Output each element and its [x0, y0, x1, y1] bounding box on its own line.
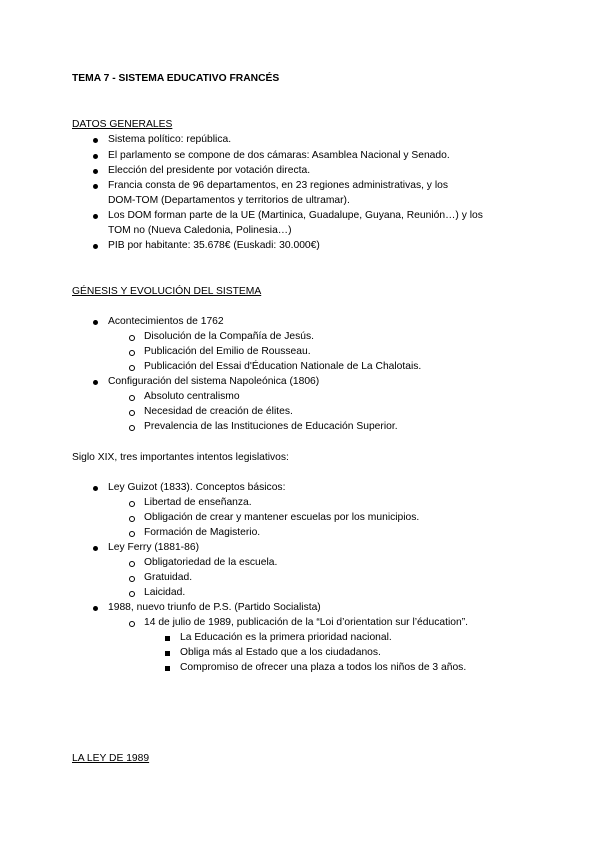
bullet-disc [93, 184, 98, 189]
bullet-circle [129, 350, 135, 356]
sub-list-item: Disolución de la Compañía de Jesús. [144, 331, 314, 342]
bullet-square [165, 636, 170, 641]
list-item: Sistema político: república. [108, 134, 232, 145]
bullet-circle [129, 410, 135, 416]
bullet-disc [93, 486, 98, 491]
list-item: Configuración del sistema Napoleónica (1806) [108, 376, 320, 387]
section-heading-genesis: GÉNESIS Y EVOLUCIÓN DEL SISTEMA [72, 286, 262, 297]
paragraph: Siglo XIX, tres importantes intentos legislativos: [72, 452, 289, 463]
bullet-disc [93, 214, 98, 219]
sub-list-item: Publicación del Emilio de Rousseau. [144, 346, 311, 357]
bullet-disc [93, 244, 98, 249]
page-title: TEMA 7 - SISTEMA EDUCATIVO FRANCÉS [72, 73, 280, 84]
bullet-square [165, 651, 170, 656]
bullet-circle [129, 576, 135, 582]
sub-list-item: Obligación de crear y mantener escuelas por los municipios. [144, 512, 420, 523]
bullet-disc [93, 546, 98, 551]
sub-list-item: Libertad de enseñanza. [144, 497, 252, 508]
bullet-circle [129, 591, 135, 597]
sub-list-item: Laicidad. [144, 587, 186, 598]
bullet-disc [93, 169, 98, 174]
list-item: Elección del presidente por votación directa. [108, 165, 311, 176]
sub-list-item: Publicación del Essai d'Éducation Nationale de La Chalotais. [144, 361, 422, 372]
section-heading-datos-generales: DATOS GENERALES [72, 119, 173, 130]
bullet-circle [129, 335, 135, 341]
bullet-circle [129, 365, 135, 371]
bullet-square [165, 666, 170, 671]
bullet-circle [129, 621, 135, 627]
list-item: 1988, nuevo triunfo de P.S. (Partido Socialista) [108, 602, 321, 613]
list-item: PIB por habitante: 35.678€ (Euskadi: 30.000€) [108, 240, 320, 251]
list-item: Los DOM forman parte de la UE (Martinica, Guadalupe, Guyana, Reunión…) y los [108, 210, 483, 221]
list-item: El parlamento se compone de dos cámaras: Asamblea Nacional y Senado. [108, 150, 450, 161]
sub-list-item: Formación de Magisterio. [144, 527, 261, 538]
bullet-disc [93, 380, 98, 385]
bullet-circle [129, 516, 135, 522]
list-item: Acontecimientos de 1762 [108, 316, 224, 327]
section-heading-ley-1989: LA LEY DE 1989 [72, 753, 150, 764]
bullet-disc [93, 138, 98, 143]
bullet-disc [93, 606, 98, 611]
list-item: Francia consta de 96 departamentos, en 23 regiones administrativas, y los [108, 180, 448, 191]
sub-list-item: Obligatoriedad de la escuela. [144, 557, 278, 568]
sub-sub-list-item: Compromiso de ofrecer una plaza a todos los niños de 3 años. [180, 662, 467, 673]
sub-list-item: Gratuidad. [144, 572, 193, 583]
bullet-disc [93, 320, 98, 325]
bullet-circle [129, 501, 135, 507]
list-item-continuation: TOM no (Nueva Caledonia, Polinesia…) [108, 225, 292, 236]
bullet-disc [93, 154, 98, 159]
sub-sub-list-item: Obliga más al Estado que a los ciudadanos. [180, 647, 381, 658]
list-item-continuation: DOM-TOM (Departamentos y territorios de ultramar). [108, 195, 350, 206]
bullet-circle [129, 531, 135, 537]
list-item: Ley Guizot (1833). Conceptos básicos: [108, 482, 286, 493]
sub-sub-list-item: La Educación es la primera prioridad nacional. [180, 632, 392, 643]
list-item: Ley Ferry (1881-86) [108, 542, 199, 553]
sub-list-item: Absoluto centralismo [144, 391, 240, 402]
sub-list-item: Necesidad de creación de élites. [144, 406, 293, 417]
sub-list-item: Prevalencia de las Instituciones de Educación Superior. [144, 421, 398, 432]
bullet-circle [129, 395, 135, 401]
bullet-circle [129, 425, 135, 431]
sub-list-item: 14 de julio de 1989, publicación de la “Loi d’orientation sur l’éducation”. [144, 617, 468, 628]
bullet-circle [129, 561, 135, 567]
